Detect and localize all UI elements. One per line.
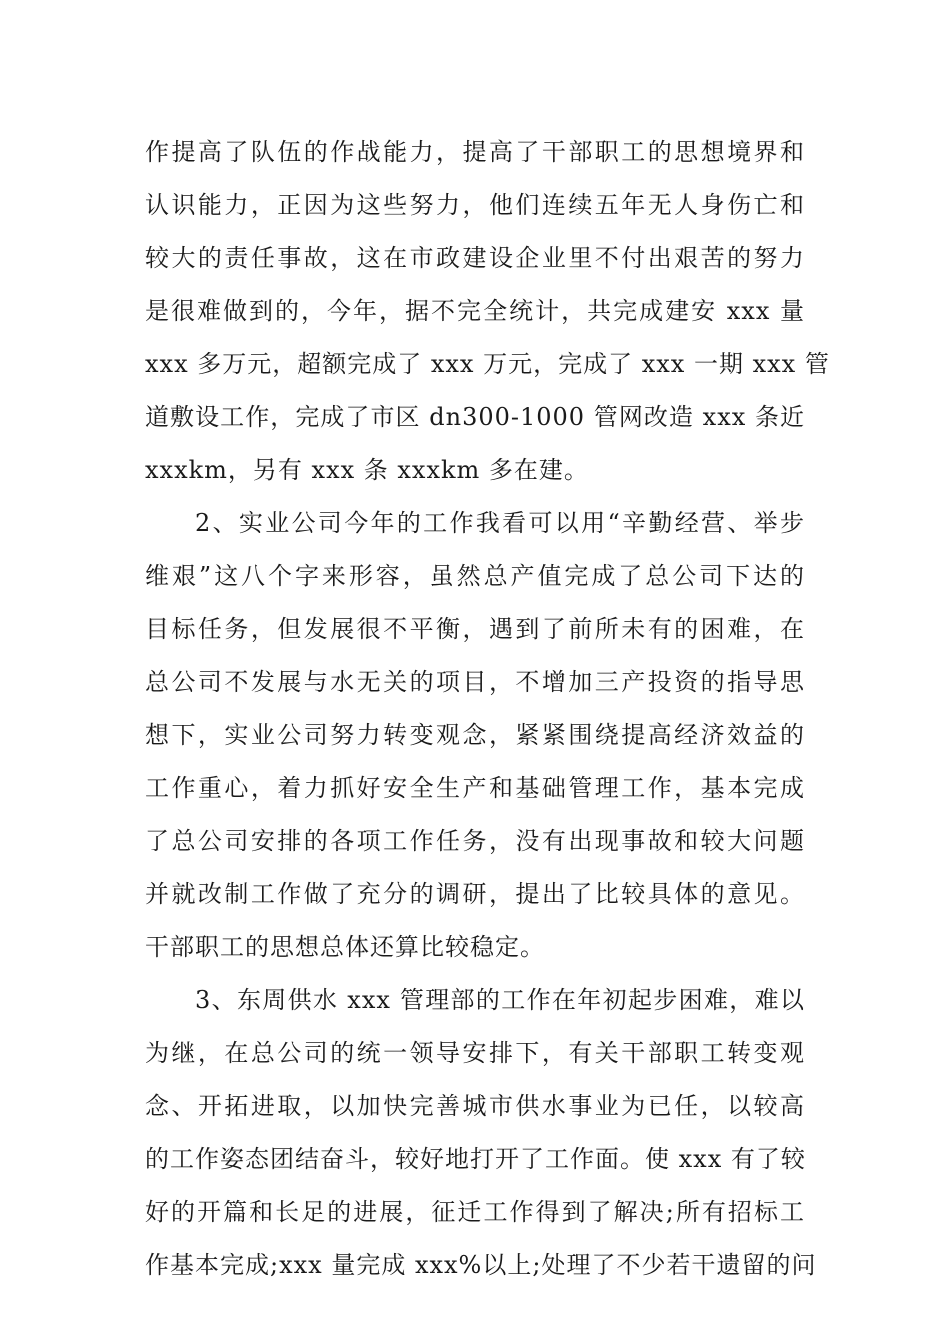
text-line: 2、实业公司今年的工作我看可以用“辛勤经营、举步	[195, 509, 805, 537]
text-line: 3、东周供水 xxx 管理部的工作在年初起步困难，难以	[195, 986, 805, 1014]
text-line: 了总公司安排的各项工作任务，没有出现事故和较大问题	[145, 827, 805, 855]
text-line: 想下，实业公司努力转变观念，紧紧围绕提高经济效益的	[145, 721, 805, 749]
text-line: 并就改制工作做了充分的调研，提出了比较具体的意见。	[145, 880, 805, 908]
text-line: 认识能力，正因为这些努力，他们连续五年无人身伤亡和	[145, 191, 805, 219]
paragraph-1	[145, 126, 830, 497]
text-line: xxxkm，另有 xxx 条 xxxkm 多在建。	[145, 456, 589, 484]
text-line: 好的开篇和长足的进展，征迁工作得到了解决;所有招标工	[145, 1198, 805, 1226]
text-line: 的工作姿态团结奋斗，较好地打开了工作面。使 xxx 有了较	[145, 1145, 806, 1173]
text-line: 较大的责任事故，这在市政建设企业里不付出艰苦的努力	[145, 244, 805, 272]
text-line: 总公司不发展与水无关的项目，不增加三产投资的指导思	[145, 668, 805, 696]
text-line: 作基本完成;xxx 量完成 xxx%以上;处理了不少若干遗留的问	[145, 1251, 817, 1279]
paragraph-2	[145, 497, 805, 974]
text-line: 干部职工的思想总体还算比较稳定。	[145, 933, 545, 961]
text-line: 维艰”这八个字来形容，虽然总产值完成了总公司下达的	[145, 562, 805, 590]
text-line: xxx 多万元，超额完成了 xxx 万元，完成了 xxx 一期 xxx 管	[145, 350, 830, 378]
text-line: 作提高了队伍的作战能力，提高了干部职工的思想境界和	[145, 138, 805, 166]
text-line: 道敷设工作，完成了市区 dn300-1000 管网改造 xxx 条近	[145, 403, 805, 431]
text-line: 为继，在总公司的统一领导安排下，有关干部职工转变观	[145, 1039, 805, 1067]
text-line: 念、开拓进取，以加快完善城市供水事业为已任，以较高	[145, 1092, 805, 1120]
document-body	[145, 126, 830, 1292]
paragraph-3	[145, 974, 817, 1292]
text-line: 是很难做到的，今年，据不完全统计，共完成建安 xxx 量	[145, 297, 805, 325]
text-line: 目标任务，但发展很不平衡，遇到了前所未有的困难，在	[145, 615, 805, 643]
text-line: 工作重心，着力抓好安全生产和基础管理工作，基本完成	[145, 774, 805, 802]
